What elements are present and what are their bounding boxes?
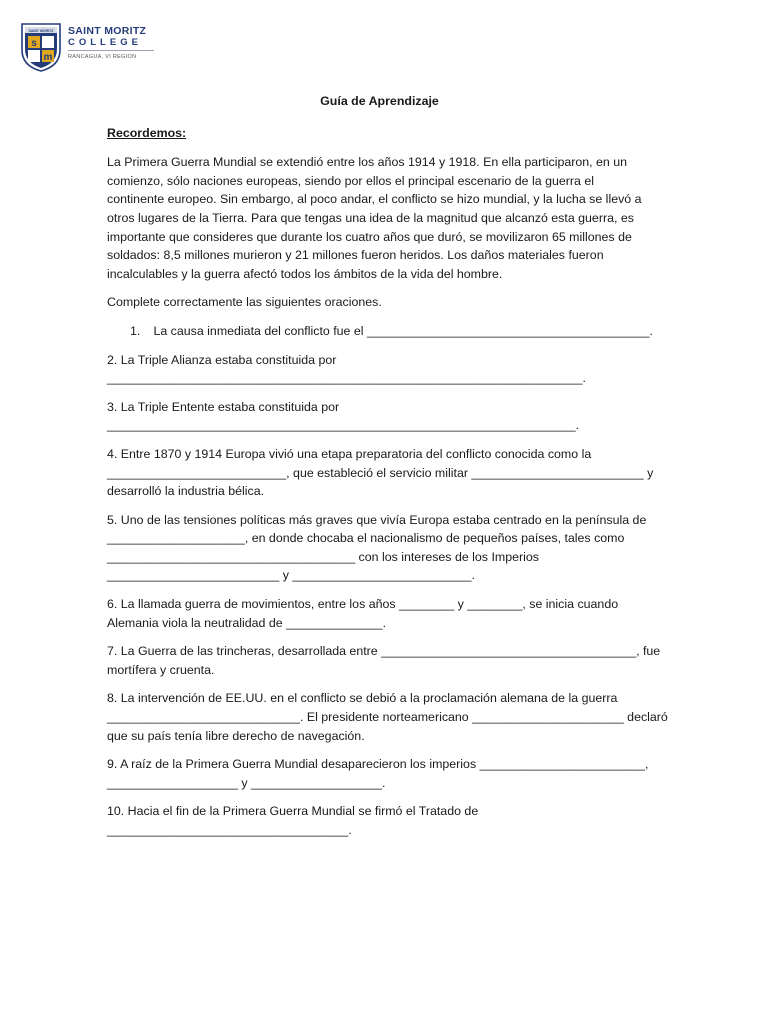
school-location: RANCAGUA, VI REGION xyxy=(68,54,137,60)
question-8 xyxy=(107,689,668,745)
question-5-line-3: ____________________________________ con los intereses de los Imperios xyxy=(107,549,539,564)
question-9 xyxy=(107,755,652,792)
question-5-line-2: ____________________, en donde chocaba el nacionalismo de pequeños países, tales como xyxy=(107,531,625,546)
instructions: Complete correctamente las siguientes oraciones. xyxy=(107,295,382,310)
question-9-line-1: 9. A raíz de la Primera Guerra Mundial desaparecieron los imperios ________________________, xyxy=(107,757,649,772)
page-title: Guía de Aprendizaje xyxy=(320,94,439,108)
question-6-line-1: 6. La llamada guerra de movimientos, entre los años ________ y ________, se inicia cuando xyxy=(107,597,619,612)
question-5-line-1: 5. Uno de las tensiones políticas más graves que vivía Europa estaba centrado en la península de xyxy=(107,512,647,527)
question-7 xyxy=(107,642,661,679)
school-shield-icon xyxy=(20,22,62,72)
question-6 xyxy=(107,595,652,632)
question-10-line-1: 10. Hacia el fin de la Primera Guerra Mundial se firmó el Tratado de xyxy=(107,804,479,819)
question-10 xyxy=(107,802,652,839)
intro-paragraph: La Primera Guerra Mundial se extendió entre los años 1914 y 1918. En ella participaron, en un comienzo, sólo naciones europeas, siendo por ellos el principal escenario de la guerra el continente europeo. Sin embargo, al poco andar, el conflicto se hizo mundial, y la lucha se llevó a otros lugares de la Tierra. Para que tengas una idea de la magnitud que alcanzó esta guerra, es importante que consideres que durante los cuatro años que duró, se movilizaron 65 millones de soldados: 8,5 millones murieron y 21 millones fueron heridos. Los daños materiales fueron incalculables y la guerra afectó todos los ámbitos de la vida del hombre. xyxy=(107,155,642,281)
question-7-line-1: 7. La Guerra de las trincheras, desarrollada entre _____________________________________, fue xyxy=(107,644,661,659)
question-4-line-1: 4. Entre 1870 y 1914 Europa vivió una etapa preparatoria del conflicto conocida como la xyxy=(107,446,592,461)
logo-divider xyxy=(68,50,154,51)
question-1-text: La causa inmediata del conflicto fue el _________________________________________. xyxy=(153,323,653,338)
section-heading: Recordemos: xyxy=(107,125,187,140)
question-8-line-3: que su país tenía libre derecho de navegación. xyxy=(107,728,365,743)
question-9-line-2: ___________________ y ___________________. xyxy=(107,775,386,790)
question-5-line-4: _________________________ y __________________________. xyxy=(107,568,475,583)
question-6-line-2: Alemania viola la neutralidad de ______________. xyxy=(107,615,387,630)
question-2 xyxy=(107,351,652,388)
question-7-line-2: mortífera y cruenta. xyxy=(107,662,215,677)
school-logo xyxy=(20,22,147,74)
question-8-line-2: ____________________________. El presidente norteamericano ______________________ declaró xyxy=(107,710,668,725)
question-1-number: 1. xyxy=(130,323,141,338)
question-5 xyxy=(107,511,652,585)
question-3-line-2: ____________________________________________________________________. xyxy=(107,418,580,433)
question-1 xyxy=(107,322,652,341)
shield-initial-m: m xyxy=(43,52,53,63)
question-4 xyxy=(107,445,652,501)
shield-initial-s: s xyxy=(31,38,37,49)
shield-banner-text: SAINT MORITZ xyxy=(28,29,54,33)
question-2-line-2: _____________________________________________________________________. xyxy=(107,371,586,386)
question-4-line-2: __________________________, que estableció el servicio militar _________________________ y xyxy=(107,465,654,480)
question-4-line-3: desarrolló la industria bélica. xyxy=(107,484,265,499)
question-8-line-1: 8. La intervención de EE.UU. en el conflicto se debió a la proclamación alemana de la guerra xyxy=(107,691,618,706)
question-3 xyxy=(107,398,652,435)
question-3-line-1: 3. La Triple Entente estaba constituida por xyxy=(107,399,340,414)
question-2-line-1: 2. La Triple Alianza estaba constituida por xyxy=(107,352,337,367)
question-10-line-2: ___________________________________. xyxy=(107,823,352,837)
school-name: SAINT MORITZ xyxy=(68,25,147,37)
document-body xyxy=(107,92,668,840)
school-subname: COLLEGE xyxy=(68,37,142,48)
